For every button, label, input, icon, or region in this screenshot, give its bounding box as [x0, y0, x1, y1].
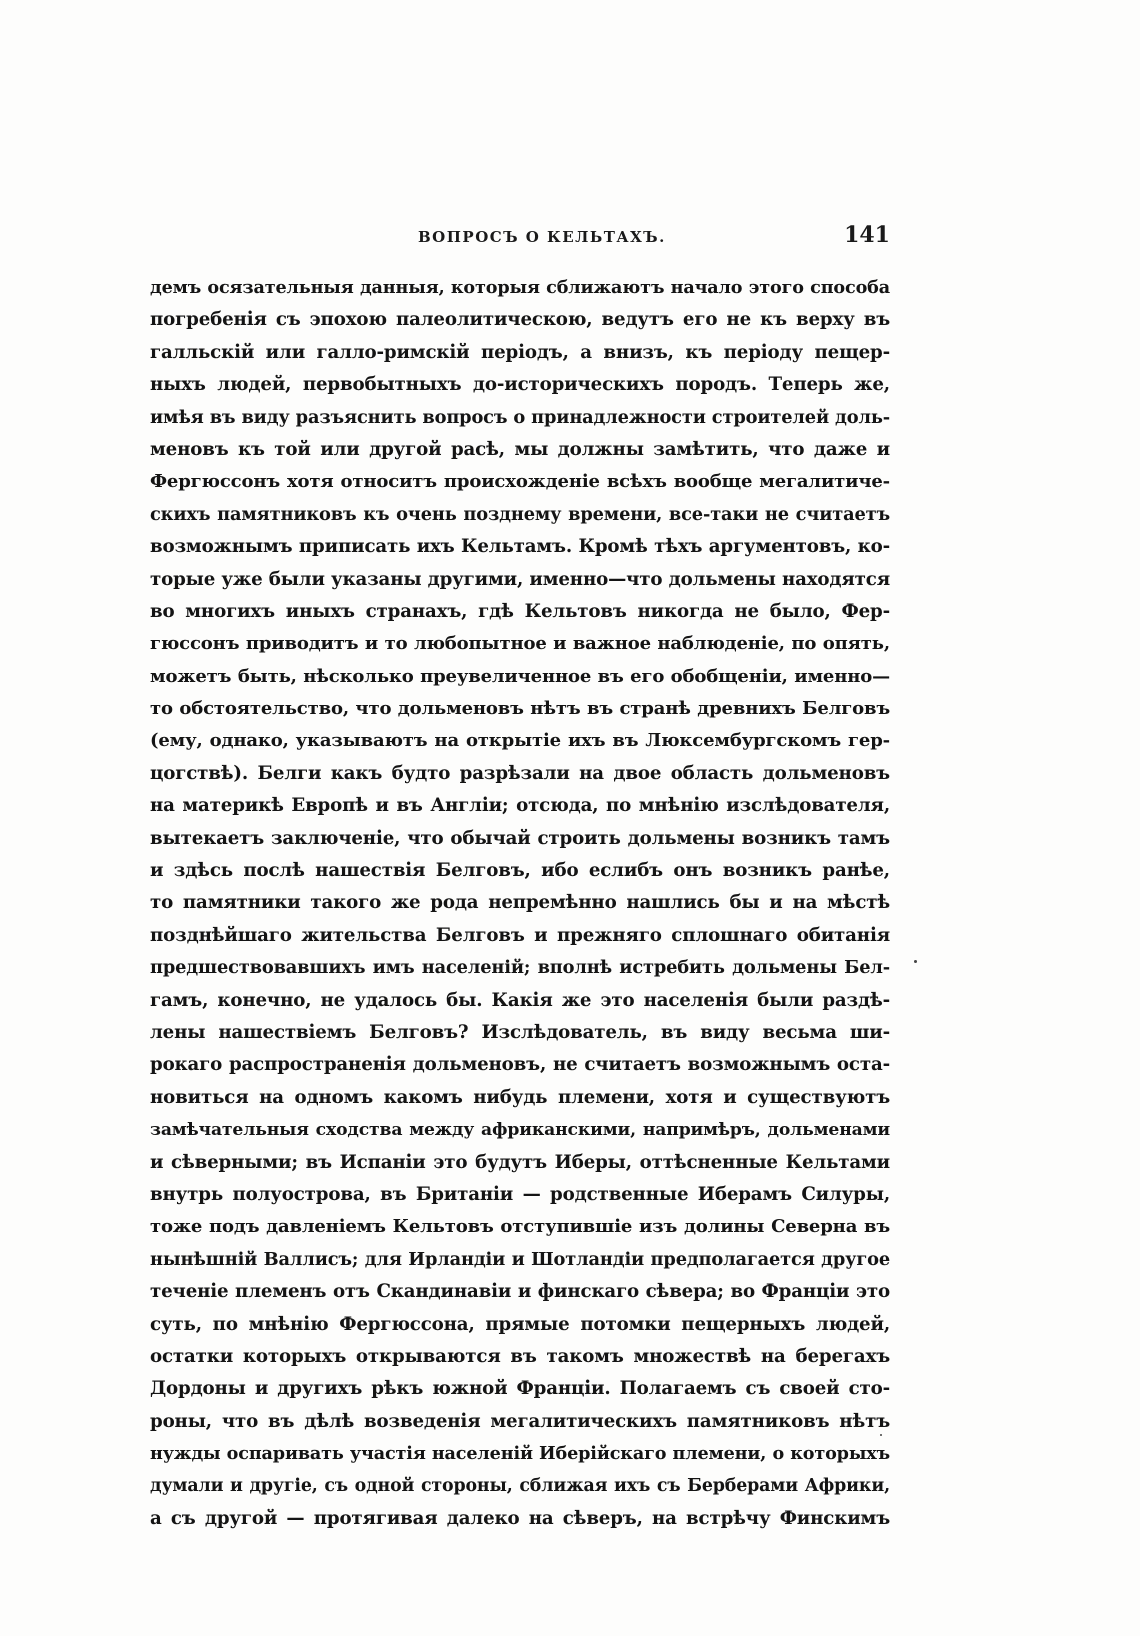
text-line: и здѣсь послѣ нашествія Белговъ, ибо еслибъ онъ возникъ ранѣе, [150, 860, 890, 882]
text-line: думали и другіе, съ одной стороны, сближая ихъ съ Берберами Африки, [150, 1476, 890, 1497]
text-line: вытекаетъ заключеніе, что обычай строить дольмены возникъ тамъ [150, 827, 890, 849]
scan-speck [914, 960, 917, 963]
text-line: погребенія съ эпохою палеолитическою, ведутъ его не къ верху въ [150, 309, 890, 331]
text-line: имѣя въ виду разъяснить вопросъ о принадлежности строителей доль- [150, 406, 890, 428]
text-line: тоже подъ давленіемъ Кельтовъ отступившіе изъ долины Северна въ [150, 1216, 890, 1238]
text-line: и сѣверными; въ Испаніи это будутъ Иберы, оттѣсненные Кельтами [150, 1151, 890, 1173]
text-line: то памятники такого же рода непремѣнно нашлись бы и на мѣстѣ [150, 892, 890, 914]
body-text [150, 272, 890, 1535]
text-line: позднѣйшаго жительства Белговъ и прежняго сплошнаго обитанія [150, 924, 890, 946]
text-line: демъ осязательныя данныя, которыя сближаютъ начало этого способа [150, 277, 890, 298]
text-line: ныхъ людей, первобытныхъ до-историческихъ породъ. Теперь же, [150, 374, 890, 396]
text-line: на материкѣ Европѣ и въ Англіи; отсюда, по мнѣнію изслѣдователя, [150, 795, 890, 817]
text-line: то обстоятельство, что дольменовъ нѣтъ въ странѣ древнихъ Белговъ [150, 698, 890, 720]
text-line: роны, что въ дѣлѣ возведенія мегалитическихъ памятниковъ нѣтъ [150, 1410, 890, 1432]
text-line: внутрь полуострова, въ Британіи — родственные Иберамъ Силуры, [150, 1183, 890, 1205]
text-line: рокаго распространенія дольменовъ, не считаетъ возможнымъ оста- [150, 1054, 890, 1076]
text-line: меновъ къ той или другой расѣ, мы должны замѣтить, что даже и [150, 438, 890, 460]
text-line: лены нашествіемъ Белговъ? Изслѣдователь, въ виду весьма ши- [150, 1021, 890, 1043]
page-number: 141 [844, 222, 890, 248]
text-line: гюссонъ приводитъ и то любопытное и важное наблюденіе, по опять, [150, 633, 890, 655]
text-line: нужды оспаривать участія населеній Иберійскаго племени, о которыхъ [150, 1443, 890, 1465]
text-line: галльскій или галло-римскій періодъ, а внизъ, къ періоду пещер- [150, 341, 890, 363]
running-title: ВОПРОСЪ О КЕЛЬТАХЪ. [418, 228, 666, 246]
text-line: а съ другой — протягивая далеко на сѣверъ, на встрѣчу Финскимъ [150, 1507, 890, 1529]
text-line: нынѣшній Валлисъ; для Ирландіи и Шотландіи предполагается другое [150, 1248, 890, 1270]
text-line: новиться на одномъ какомъ нибудь племени, хотя и существуютъ [150, 1086, 890, 1108]
text-line: скихъ памятниковъ къ очень позднему времени, все-таки не считаетъ [150, 503, 890, 525]
text-line: Фергюссонъ хотя относитъ происхожденіе всѣхъ вообще мегалитиче- [150, 471, 890, 493]
text-line: гамъ, конечно, не удалось бы. Какія же это населенія были раздѣ- [150, 989, 890, 1011]
text-line: возможнымъ приписать ихъ Кельтамъ. Кромѣ тѣхъ аргументовъ, ко- [150, 536, 890, 558]
text-line: замѣчательныя сходства между африканскими, напримѣръ, дольменами [150, 1120, 890, 1141]
text-line: (ему, однако, указываютъ на открытіе ихъ въ Люксембургскомъ гер- [150, 730, 890, 752]
text-line: можетъ быть, нѣсколько преувеличенное въ его обобщеніи, именно— [150, 665, 890, 687]
scan-speck [880, 1434, 882, 1436]
page-header [150, 222, 890, 252]
text-line: теченіе племенъ отъ Скандинавіи и финскаго сѣвера; во Франціи это [150, 1281, 890, 1303]
text-line: Дордоны и другихъ рѣкъ южной Франціи. Полагаемъ съ своей сто- [150, 1378, 890, 1400]
text-line: предшествовавшихъ имъ населеній; вполнѣ истребить дольмены Бел- [150, 957, 890, 979]
text-line: остатки которыхъ открываются въ такомъ множествѣ на берегахъ [150, 1345, 890, 1367]
text-line: цогствѣ). Белги какъ будто разрѣзали на двое область дольменовъ [150, 762, 890, 784]
text-line: торые уже были указаны другими, именно—что дольмены находятся [150, 568, 890, 590]
text-line: суть, по мнѣнію Фергюссона, прямые потомки пещерныхъ людей, [150, 1313, 890, 1335]
text-line: во многихъ иныхъ странахъ, гдѣ Кельтовъ никогда не было, Фер- [150, 600, 890, 622]
